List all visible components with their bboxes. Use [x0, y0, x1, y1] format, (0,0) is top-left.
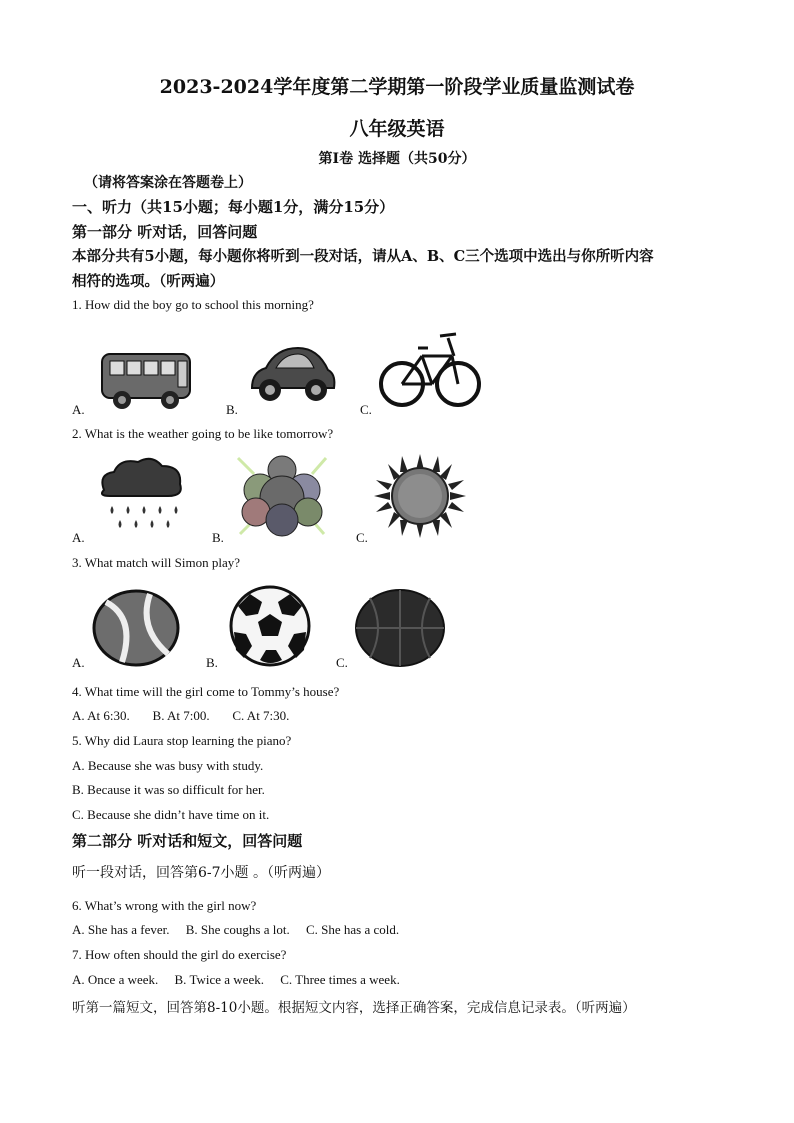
q3-label-b: B.	[206, 655, 218, 670]
bicycle-icon	[378, 326, 482, 412]
baseball-icon	[92, 588, 180, 668]
sun-icon	[372, 454, 468, 538]
answer-note: （请将答案涂在答题卷上）	[84, 175, 252, 191]
q1-label-c: C.	[360, 402, 372, 417]
car-icon	[246, 340, 338, 408]
part1-heading: 第一部分 听对话，回答问题	[72, 223, 258, 241]
q2-label-b: B.	[212, 530, 224, 545]
q6-options: A. She has a fever. B. She coughs a lot. C. She has a cold.	[72, 922, 400, 937]
volume-heading: 第Ⅰ卷 选择题（共50分）	[318, 151, 476, 167]
q5-option-a: A. Because she was busy with study.	[72, 758, 264, 773]
q2-label-c: C.	[356, 530, 368, 545]
rain-cloud-icon	[94, 454, 186, 538]
q3-label-a: A.	[72, 655, 85, 670]
football-icon	[228, 584, 312, 668]
q4-text: 4. What time will the girl come to Tommy’s house?	[72, 684, 340, 699]
q7-text: 7. How often should the girl do exercise?	[72, 947, 287, 962]
q1-text: 1. How did the boy go to school this morning?	[72, 297, 314, 312]
cloudy-icon	[230, 450, 334, 542]
part2-intro: 听一段对话，回答第6-7小题 。（听两遍）	[72, 865, 330, 881]
q1-label-b: B.	[226, 402, 238, 417]
q5-option-c: C. Because she didn’t have time on it.	[72, 807, 270, 822]
part1-instruction-line1: 本部分共有5小题，每小题你将听到一段对话，请从A、B、C三个选项中选出与你所听内容	[72, 248, 654, 265]
part2-heading: 第二部分 听对话和短文，回答问题	[72, 832, 303, 850]
q3-label-c: C.	[336, 655, 348, 670]
listening-heading: 一、听力（共15小题；每小题1分，满分15分）	[72, 198, 395, 216]
q7-options: A. Once a week. B. Twice a week. C. Three times a week.	[72, 972, 400, 987]
q2-label-a: A.	[72, 530, 85, 545]
exam-subtitle: 八年级英语	[349, 118, 445, 140]
exam-title: 2023-2024学年度第二学期第一阶段学业质量监测试卷	[159, 76, 635, 98]
passage-intro: 听第一篇短文，回答第8-10小题。根据短文内容，选择正确答案，完成信息记录表。（听两遍）	[72, 1000, 636, 1016]
q6-text: 6. What’s wrong with the girl now?	[72, 898, 257, 913]
bus-icon	[98, 348, 194, 412]
part1-instruction-line2: 相符的选项。（听两遍）	[72, 273, 225, 290]
q5-option-b: B. Because it was so difficult for her.	[72, 782, 265, 797]
basketball-icon	[354, 588, 446, 668]
q1-label-a: A.	[72, 402, 85, 417]
q5-text: 5. Why did Laura stop learning the piano?	[72, 733, 292, 748]
q3-text: 3. What match will Simon play?	[72, 555, 241, 570]
q2-text: 2. What is the weather going to be like tomorrow?	[72, 426, 334, 441]
q4-options: A. At 6:30. B. At 7:00. C. At 7:30.	[72, 708, 290, 723]
